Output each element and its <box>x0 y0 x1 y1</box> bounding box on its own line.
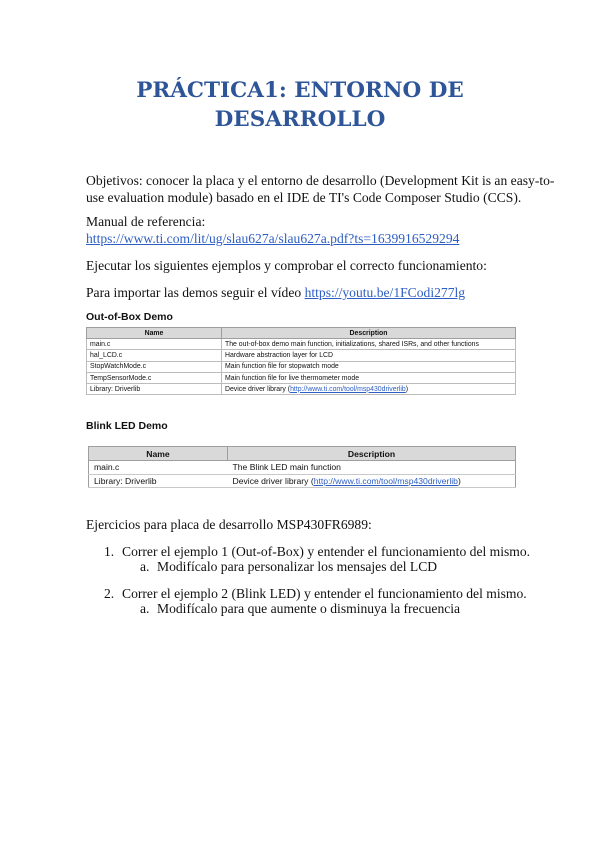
column-header-name: Name <box>89 447 228 461</box>
cell-name: main.c <box>87 339 222 350</box>
table-row <box>87 372 516 383</box>
importar-text: Para importar las demos seguir el vídeo <box>86 285 305 300</box>
cell-description: The Blink LED main function <box>228 461 516 475</box>
table-row <box>87 361 516 372</box>
oob-heading: Out-of-Box Demo <box>86 311 173 323</box>
cell-text-close: ) <box>405 385 409 393</box>
cell-description: The out-of-box demo main function, initializations, shared ISRs, and other functions <box>222 339 516 350</box>
column-header-description: Description <box>222 328 516 339</box>
list-item-number: 1. <box>104 544 115 559</box>
ejecutar-paragraph: Ejecutar los siguientes ejemplos y comprobar el correcto funcionamiento: <box>86 258 487 273</box>
cell-description <box>222 384 516 395</box>
list-item: Correr el ejemplo 2 (Blink LED) y entender el funcionamiento del mismo. <box>122 586 527 601</box>
ejercicios-intro: Ejercicios para placa de desarrollo MSP430FR6989: <box>86 517 372 532</box>
blink-heading: Blink LED Demo <box>86 420 168 432</box>
table-header-row <box>87 328 516 339</box>
cell-text-close: ) <box>457 475 461 486</box>
cell-name: StopWatchMode.c <box>87 361 222 372</box>
cell-description: Hardware abstraction layer for LCD <box>222 350 516 361</box>
cell-description: Main function file for stopwatch mode <box>222 361 516 372</box>
title-line-1: PRÁCTICA1: ENTORNO DE <box>136 78 464 103</box>
manual-label: Manual de referencia: <box>86 214 206 229</box>
cell-description <box>228 474 516 488</box>
table-row <box>87 339 516 350</box>
cell-name: Library: Driverlib <box>87 384 222 395</box>
sub-item-letter: a. <box>140 559 150 574</box>
cell-name: Library: Driverlib <box>89 474 228 488</box>
cell-text: Device driver library ( <box>225 385 291 393</box>
oob-table <box>86 327 516 395</box>
driverlib-link[interactable]: http://www.ti.com/tool/msp430driverlib <box>313 475 458 486</box>
cell-name: hal_LCD.c <box>87 350 222 361</box>
driverlib-link[interactable]: http://www.ti.com/tool/msp430driverlib <box>290 385 406 393</box>
manual-paragraph <box>86 213 518 247</box>
sub-item: Modifícalo para personalizar los mensajes del LCD <box>157 559 438 574</box>
importar-paragraph <box>86 284 518 301</box>
manual-link[interactable]: https://www.ti.com/lit/ug/slau627a/slau627a.pdf?ts=1639916529294 <box>86 231 460 246</box>
list-item: Correr el ejemplo 1 (Out-of-Box) y entender el funcionamiento del mismo. <box>122 544 531 559</box>
table-row <box>87 384 516 395</box>
objetivos-paragraph <box>86 172 555 206</box>
objetivos-line-1: Objetivos: conocer la placa y el entorno de desarrollo (Development Kit is an easy-to- <box>86 173 555 188</box>
table-row <box>89 474 516 488</box>
sub-item: Modifícalo para que aumente o disminuya la frecuencia <box>157 601 461 616</box>
cell-name: main.c <box>89 461 228 475</box>
table-row <box>89 461 516 475</box>
column-header-name: Name <box>87 328 222 339</box>
list-item-number: 2. <box>104 586 115 601</box>
objetivos-line-2: use evaluation module) basado en el IDE de TI's Code Composer Studio (CCS). <box>86 190 522 205</box>
cell-description: Main function file for live thermometer mode <box>222 372 516 383</box>
blink-table <box>88 446 516 488</box>
table-header-row <box>89 447 516 461</box>
video-link[interactable]: https://youtu.be/1FCodi277lg <box>304 285 466 300</box>
title-line-2: DESARROLLO <box>214 107 386 132</box>
cell-text: Device driver library ( <box>232 475 314 486</box>
cell-name: TempSensorMode.c <box>87 372 222 383</box>
column-header-description: Description <box>228 447 516 461</box>
table-row <box>87 350 516 361</box>
page-title <box>100 76 500 134</box>
sub-item-letter: a. <box>140 601 150 616</box>
